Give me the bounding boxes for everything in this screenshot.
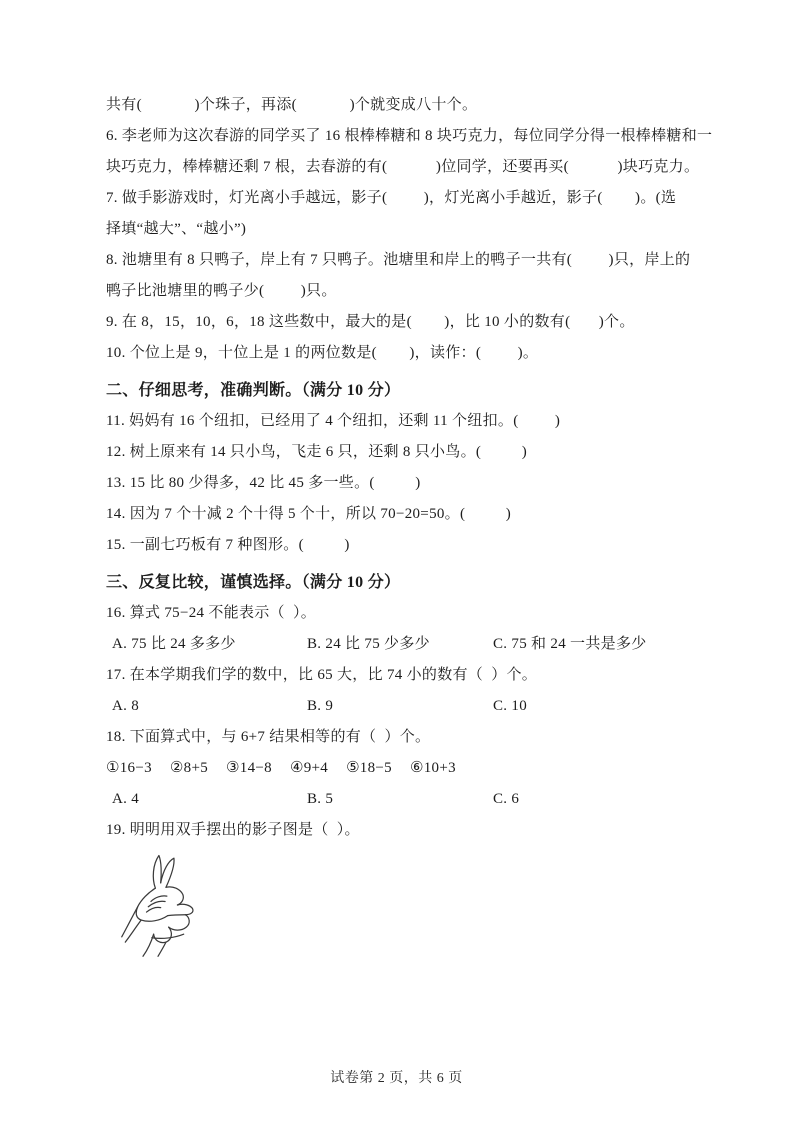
option-row-16 <box>106 629 693 660</box>
question-stem-18: 18. 下面算式中，与 6+7 结果相等的有（ ）个。 <box>106 729 431 745</box>
expression-18-3: ③14−8 <box>226 760 272 776</box>
expression-18-4: ④9+4 <box>289 760 329 776</box>
question-line-7b: 择填“越大”、“越小”) <box>106 221 247 237</box>
option-17-c: C. 10 <box>493 698 528 714</box>
question-line-5-cont: 共有( )个珠子，再添( )个就变成八十个。 <box>106 97 478 113</box>
question-stem-17: 17. 在本学期我们学的数中，比 65 大，比 74 小的数有（ ）个。 <box>106 667 538 683</box>
question-line-12: 12. 树上原来有 14 只小鸟，飞走 6 只，还剩 8 只小鸟。( ) <box>106 444 527 460</box>
option-17-b: B. 9 <box>307 698 334 714</box>
question-line-8b: 鸭子比池塘里的鸭子少( )只。 <box>106 283 337 299</box>
expression-18-6: ⑥10+3 <box>409 760 456 776</box>
option-18-c: C. 6 <box>493 791 520 807</box>
question-line-13: 13. 15 比 80 少得多，42 比 45 多一些。( ) <box>106 475 421 491</box>
question-line-8a: 8. 池塘里有 8 只鸭子，岸上有 7 只鸭子。池塘里和岸上的鸭子一共有( )只，岸上的 <box>106 252 691 268</box>
question-stem-16: 16. 算式 75−24 不能表示（ ）。 <box>106 605 317 621</box>
expression-row-18 <box>106 753 693 784</box>
option-18-b: B. 5 <box>307 791 334 807</box>
option-row-18 <box>106 784 693 815</box>
option-16-a: A. 75 比 24 多多少 <box>112 636 236 652</box>
option-18-a: A. 4 <box>112 791 140 807</box>
question-line-11: 11. 妈妈有 16 个纽扣，已经用了 4 个纽扣，还剩 11 个纽扣。( ) <box>106 413 561 429</box>
hand-shadow-icon <box>120 852 204 958</box>
question-line-9: 9. 在 8，15，10，6，18 这些数中，最大的是( )，比 10 小的数有( )个。 <box>106 314 635 330</box>
option-16-c: C. 75 和 24 一共是多少 <box>493 636 647 652</box>
expression-18-2: ②8+5 <box>169 760 209 776</box>
question-stem-19: 19. 明明用双手摆出的影子图是（ ）。 <box>106 822 360 838</box>
hand-shadow-figure <box>120 852 204 958</box>
option-16-b: B. 24 比 75 少多少 <box>307 636 430 652</box>
option-row-17 <box>106 691 693 722</box>
page-footer: 试卷第 2 页，共 6 页 <box>330 1071 463 1086</box>
question-line-6b: 块巧克力，棒棒糖还剩 7 根，去春游的有( )位同学，还要再买( )块巧克力。 <box>106 159 700 175</box>
question-line-7a: 7. 做手影游戏时，灯光离小手越远，影子( )，灯光离小手越近，影子( )。(选 <box>106 190 677 206</box>
expression-18-1: ①16−3 <box>106 760 152 776</box>
question-line-14: 14. 因为 7 个十减 2 个十得 5 个十，所以 70−20=50。( ) <box>106 506 512 522</box>
question-line-6a: 6. 李老师为这次春游的同学买了 16 根棒棒糖和 8 块巧克力，每位同学分得一根棒棒糖和一 <box>106 128 713 144</box>
section-heading-judge: 二、仔细思考，准确判断。（满分 10 分） <box>106 382 401 399</box>
question-line-10: 10. 个位上是 9，十位上是 1 的两位数是( )，读作：( )。 <box>106 345 539 361</box>
option-17-a: A. 8 <box>112 698 140 714</box>
expression-18-5: ⑤18−5 <box>346 760 392 776</box>
section-heading-choice: 三、反复比较，谨慎选择。（满分 10 分） <box>106 574 401 591</box>
question-line-15: 15. 一副七巧板有 7 种图形。( ) <box>106 537 350 553</box>
